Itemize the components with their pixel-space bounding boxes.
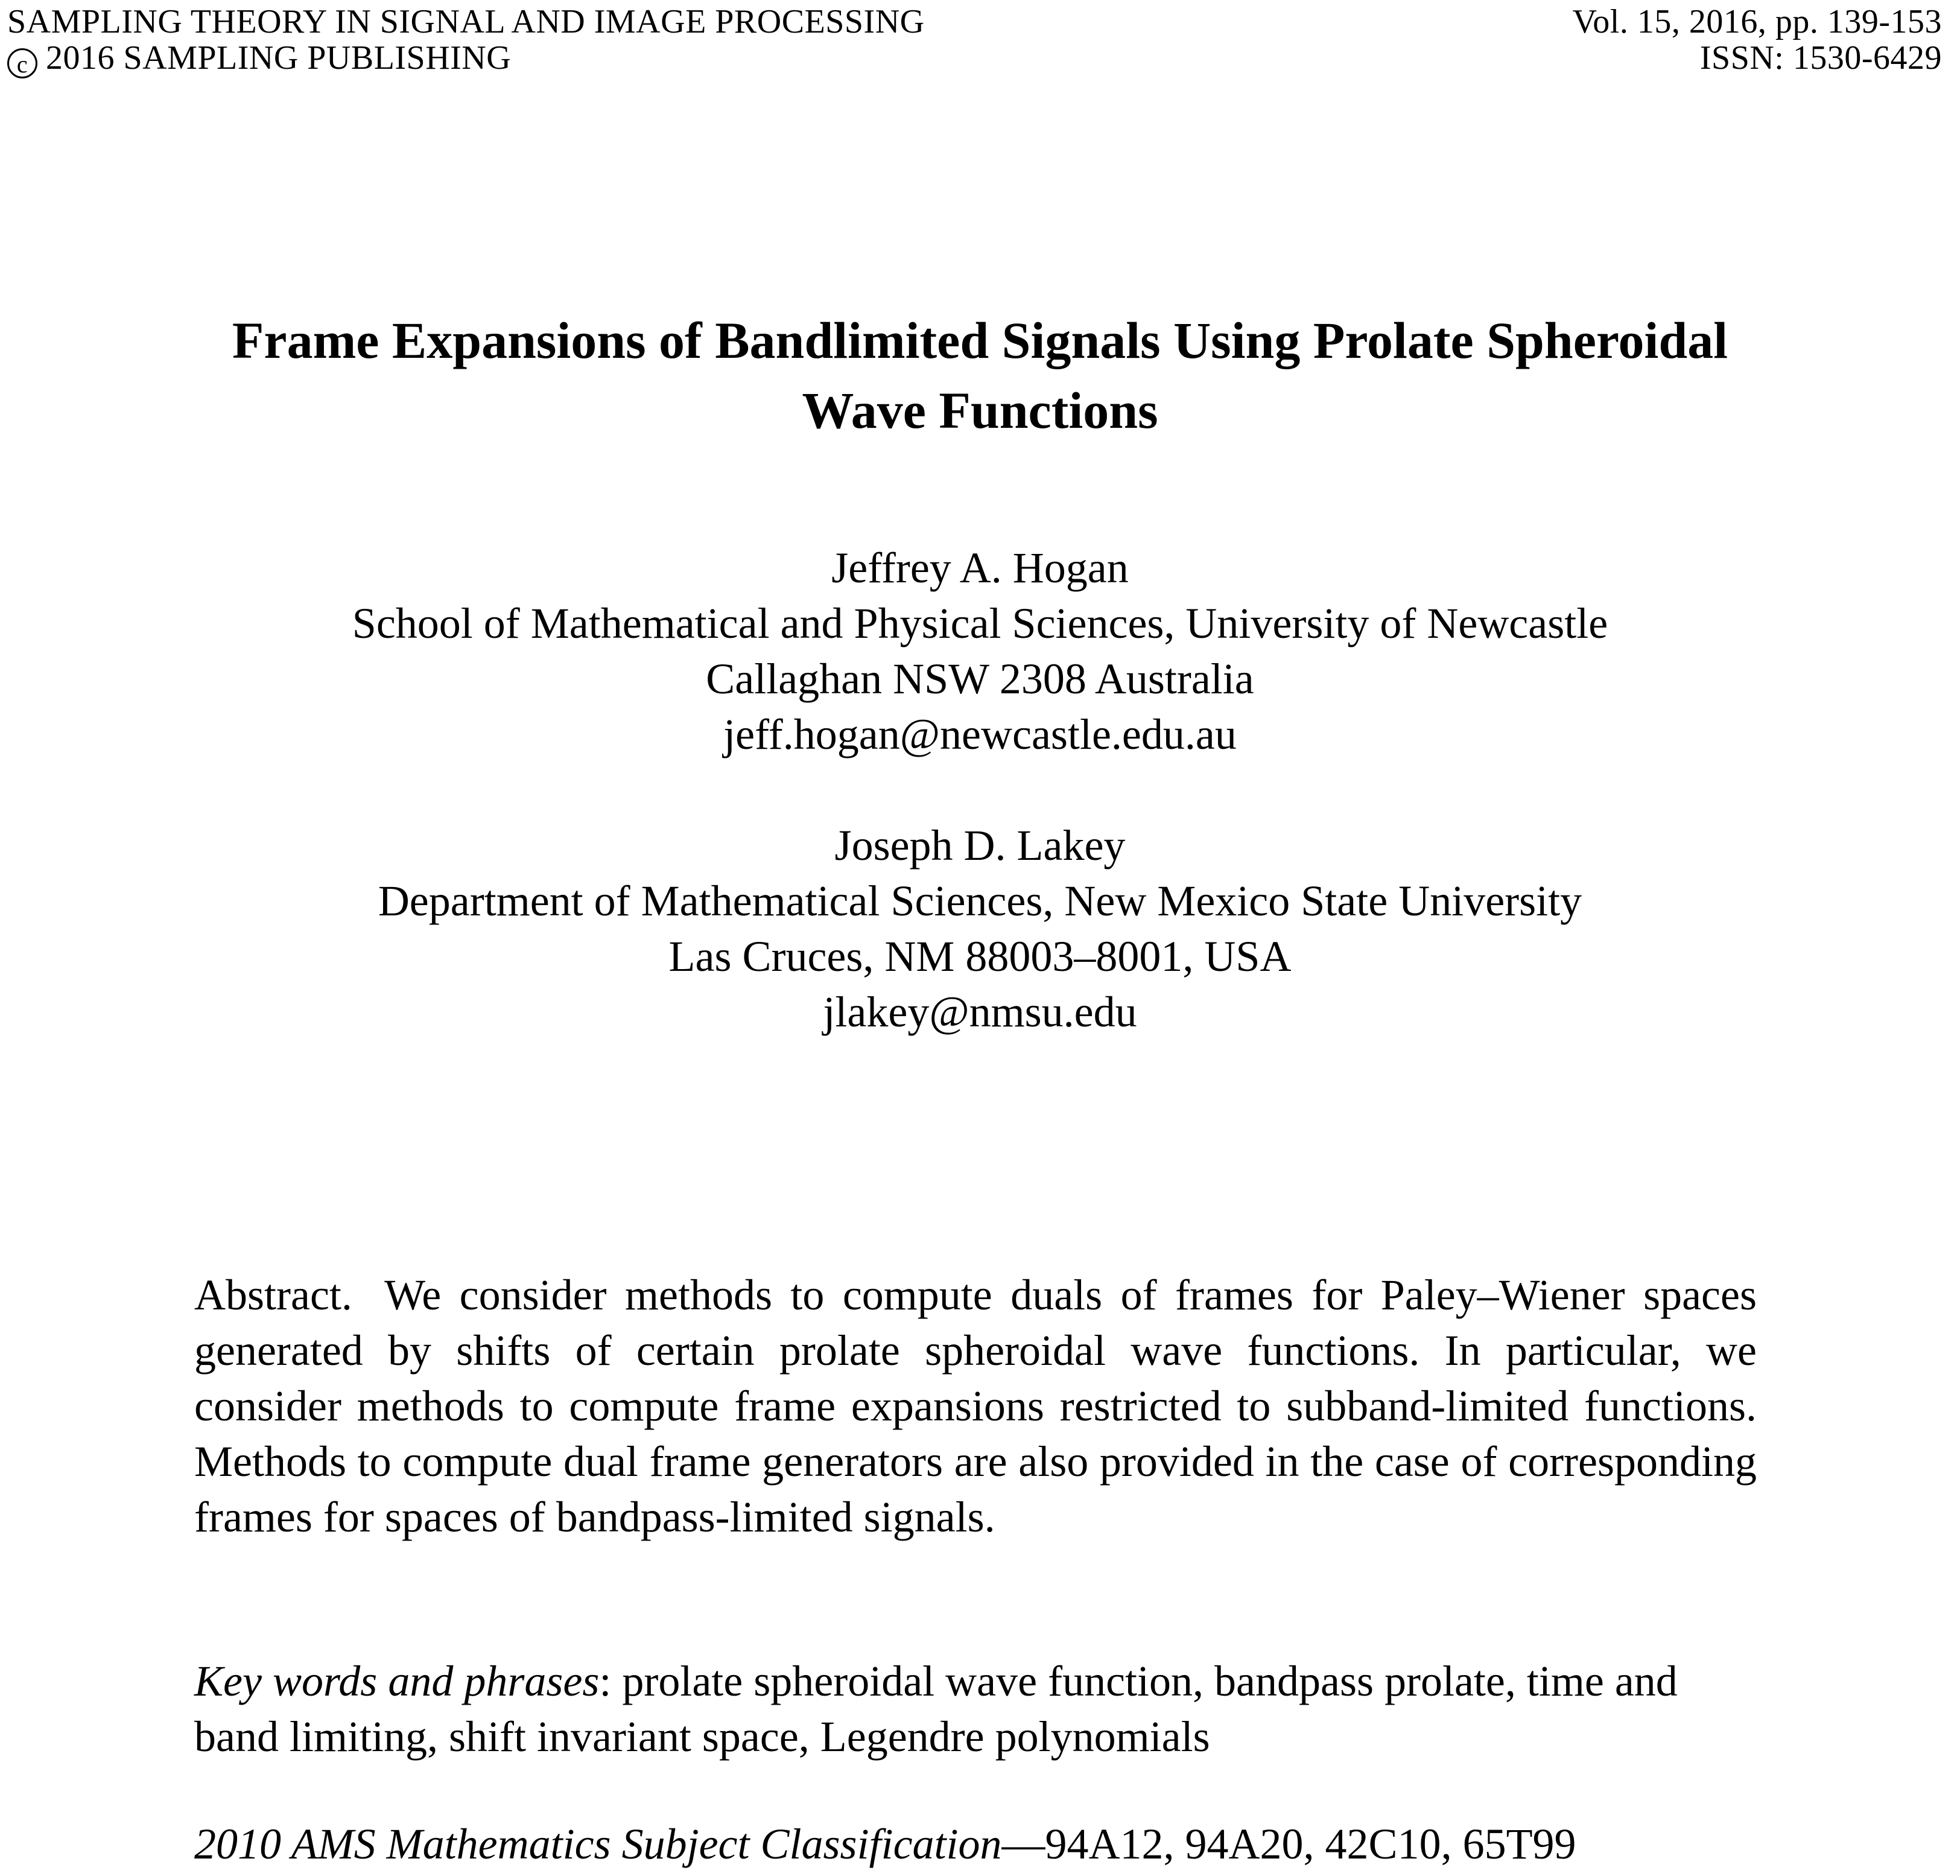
abstract-label: Abstract. bbox=[194, 1271, 352, 1319]
paper-title bbox=[0, 305, 1960, 445]
author-block bbox=[0, 540, 1960, 762]
volume-info: Vol. 15, 2016, pp. 139-153 bbox=[1572, 3, 1942, 40]
copyright-icon: c bbox=[7, 48, 37, 78]
title-line-2: Wave Functions bbox=[802, 381, 1158, 439]
author-name: Jeffrey A. Hogan bbox=[831, 544, 1129, 592]
title-line-1: Frame Expansions of Bandlimited Signals Using Prolate Spheroidal bbox=[232, 311, 1728, 369]
copyright-text: 2016 SAMPLING PUBLISHING bbox=[46, 39, 512, 77]
msc-codes: 94A12, 94A20, 42C10, 65T99 bbox=[1045, 1820, 1576, 1868]
keywords-text: prolate spheroidal wave function, bandpass prolate, time and band limiting, shift invariant space, Legendre polynomials bbox=[194, 1657, 1678, 1761]
copyright-line bbox=[7, 40, 511, 78]
author-block bbox=[0, 818, 1960, 1040]
keywords bbox=[194, 1653, 1757, 1764]
issn: ISSN: 1530-6429 bbox=[1699, 39, 1942, 77]
author-email[interactable]: jeff.hogan@newcastle.edu.au bbox=[723, 710, 1237, 758]
abstract-text: We consider methods to compute duals of frames for Paley–Wiener spaces generated by shifts of certain prolate spheroidal wave functions. In particular, we consider methods to compute frame expansions restricted to subband-limited functions. Methods to compute dual frame generators are also provided in the case of corresponding frames for spaces of bandpass-limited signals. bbox=[194, 1271, 1757, 1541]
journal-name: SAMPLING THEORY IN SIGNAL AND IMAGE PROCESSING bbox=[7, 3, 925, 40]
msc-classification bbox=[194, 1816, 1576, 1872]
author-address: Las Cruces, NM 88003–8001, USA bbox=[668, 932, 1292, 981]
author-name: Joseph D. Lakey bbox=[834, 821, 1126, 870]
author-affiliation: School of Mathematical and Physical Sciences, University of Newcastle bbox=[352, 599, 1608, 647]
author-affiliation: Department of Mathematical Sciences, New Mexico State University bbox=[378, 877, 1582, 925]
keywords-label: Key words and phrases bbox=[194, 1657, 600, 1705]
author-email[interactable]: jlakey@nmsu.edu bbox=[823, 988, 1137, 1036]
msc-label: 2010 AMS Mathematics Subject Classification bbox=[194, 1820, 1002, 1868]
author-address: Callaghan NSW 2308 Australia bbox=[706, 655, 1254, 703]
msc-separator: — bbox=[1001, 1820, 1045, 1868]
keywords-colon: : bbox=[599, 1657, 623, 1705]
abstract bbox=[194, 1267, 1757, 1545]
